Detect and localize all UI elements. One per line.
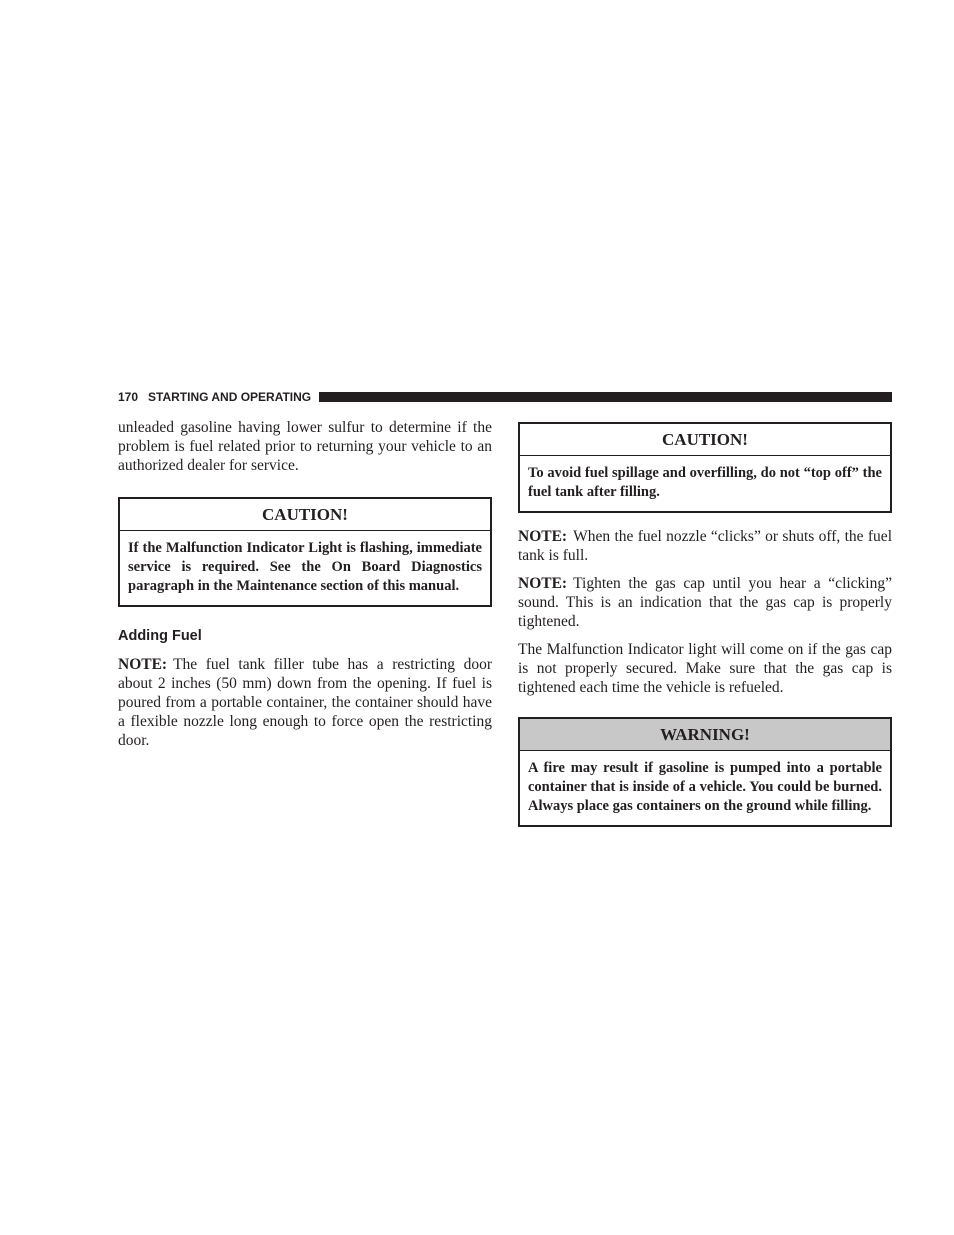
caution-text: If the Malfunction Indicator Light is flashing, immediate service is required. See the On Board Diagnostics paragraph in the Maintenance section of this manual. (128, 540, 482, 594)
page-header (118, 390, 892, 404)
caution-box-overfill (518, 422, 892, 513)
right-column (518, 418, 892, 827)
page-number: 170 (118, 390, 139, 404)
malfunction-indicator-paragraph: The Malfunction Indicator light will come on if the gas cap is not properly secured. Make sure that the gas cap is tightened each time the vehicle is refueled. (518, 641, 892, 696)
caution-text: To avoid fuel spillage and overfilling, do not “top off” the fuel tank after filling. (528, 465, 882, 500)
caution-box-malfunction (118, 497, 492, 607)
header-rule (319, 392, 892, 402)
note-paragraph-filler-tube (118, 655, 492, 750)
warning-title: WARNING! (520, 719, 890, 751)
note-paragraph-gas-cap (518, 574, 892, 631)
note-label: NOTE: (518, 528, 568, 545)
intro-paragraph: unleaded gasoline having lower sulfur to determine if the problem is fuel related prior to returning your vehicle to an authorized dealer for service. (118, 419, 492, 474)
caution-title: CAUTION! (520, 424, 890, 456)
note-text: The fuel tank filler tube has a restricting door about 2 inches (50 mm) down from the opening. If fuel is poured from a portable container, the container should have a flexible nozzle long enough to force open the restricting door. (118, 656, 492, 749)
warning-box-fire (518, 717, 892, 827)
warning-text: A fire may result if gasoline is pumped into a portable container that is inside of a vehicle. You could be burned. Always place gas containers on the ground while filling. (528, 760, 882, 814)
note-label: NOTE: (518, 575, 568, 592)
note-text: When the fuel nozzle “clicks” or shuts off, the fuel tank is full. (518, 528, 892, 564)
note-label: NOTE: (118, 656, 168, 673)
caution-title: CAUTION! (120, 499, 490, 531)
left-column (118, 418, 492, 750)
note-paragraph-nozzle (518, 527, 892, 565)
section-heading-adding-fuel: Adding Fuel (118, 628, 202, 644)
note-text: Tighten the gas cap until you hear a “clicking” sound. This is an indication that the gas cap is properly tightened. (518, 575, 892, 630)
section-title: STARTING AND OPERATING (148, 390, 312, 404)
